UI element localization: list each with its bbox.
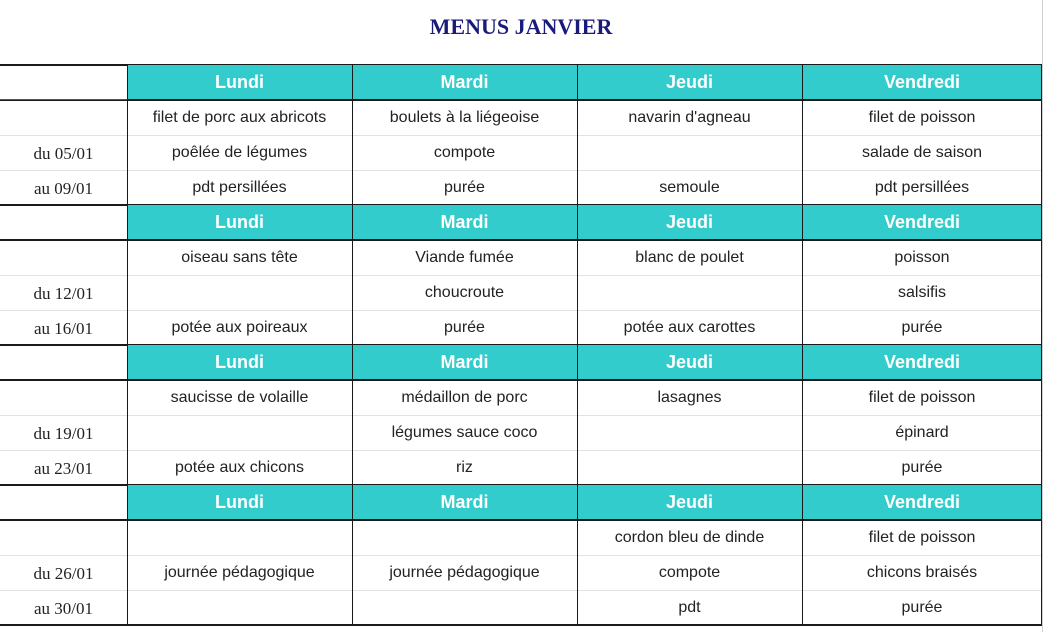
- menu-cell[interactable]: compote: [433, 144, 496, 161]
- menu-cell[interactable]: filet de poisson: [868, 389, 976, 406]
- row-gridline: [803, 415, 1042, 416]
- week-date-label: au 30/01: [33, 599, 94, 618]
- column-border: [127, 485, 128, 625]
- menu-cell[interactable]: cordon bleu de dinde: [614, 529, 765, 546]
- column-border: [802, 345, 803, 485]
- menu-cell[interactable]: saucisse de volaille: [170, 389, 309, 406]
- menu-cell[interactable]: poisson: [894, 249, 950, 266]
- table-bottom-border: [0, 624, 1042, 626]
- row-gridline: [803, 450, 1042, 451]
- menu-cell[interactable]: potée aux poireaux: [171, 319, 308, 336]
- column-border: [1041, 345, 1042, 485]
- column-border: [352, 65, 353, 205]
- row-gridline: [0, 590, 127, 591]
- row-gridline: [0, 555, 127, 556]
- column-border: [577, 485, 578, 625]
- row-gridline: [128, 450, 352, 451]
- menu-cell[interactable]: journée pédagogique: [164, 563, 315, 581]
- row-gridline: [128, 555, 352, 556]
- week-date-label: au 09/01: [33, 179, 94, 198]
- menu-cell[interactable]: salsifis: [897, 284, 946, 301]
- day-header-lundi[interactable]: Lundi: [127, 65, 352, 100]
- row-gridline: [0, 275, 127, 276]
- day-header-lundi[interactable]: Lundi: [127, 485, 352, 520]
- day-header-lundi[interactable]: Lundi: [127, 345, 352, 380]
- menu-cell[interactable]: oiseau sans tête: [181, 249, 298, 266]
- row-gridline: [578, 590, 802, 591]
- menu-cell[interactable]: pdt: [678, 599, 701, 616]
- row-gridline: [803, 275, 1042, 276]
- menu-cell[interactable]: potée aux chicons: [175, 459, 304, 476]
- column-border: [1041, 485, 1042, 625]
- column-border: [577, 65, 578, 205]
- column-border: [352, 205, 353, 345]
- day-header-mardi[interactable]: Mardi: [352, 345, 577, 380]
- column-border: [802, 485, 803, 625]
- menu-cell[interactable]: pdt persillées: [874, 179, 970, 196]
- day-header-mardi[interactable]: Mardi: [352, 205, 577, 240]
- row-gridline: [353, 170, 577, 171]
- menu-cell[interactable]: pdt persillées: [192, 179, 287, 196]
- menu-cell[interactable]: salade de saison: [861, 144, 983, 161]
- column-border: [352, 485, 353, 625]
- column-border: [127, 205, 128, 345]
- row-gridline: [353, 590, 577, 591]
- menu-cell[interactable]: filet de porc aux abricots: [152, 109, 327, 126]
- menu-cell[interactable]: purée: [444, 319, 485, 336]
- menu-cell[interactable]: boulets à la liégeoise: [389, 109, 540, 126]
- week-date-label: au 16/01: [33, 319, 94, 338]
- row-gridline: [128, 135, 352, 136]
- day-header-mardi[interactable]: Mardi: [352, 65, 577, 100]
- day-header-jeudi[interactable]: Jeudi: [577, 65, 802, 100]
- row-gridline: [128, 415, 352, 416]
- day-header-vendredi[interactable]: Vendredi: [802, 65, 1042, 100]
- menu-cell[interactable]: navarin d'agneau: [628, 109, 751, 126]
- menu-cell[interactable]: compote: [658, 564, 721, 581]
- column-border: [1041, 205, 1042, 345]
- row-gridline: [0, 450, 127, 451]
- menu-cell[interactable]: purée: [901, 459, 943, 476]
- row-gridline: [803, 555, 1042, 556]
- row-gridline: [353, 310, 577, 311]
- column-border: [577, 205, 578, 345]
- page-title: MENUS JANVIER: [429, 14, 613, 39]
- row-gridline: [578, 450, 802, 451]
- week-date-label: du 19/01: [33, 424, 94, 443]
- column-border: [1041, 65, 1042, 205]
- row-gridline: [578, 415, 802, 416]
- row-gridline: [0, 310, 127, 311]
- menu-cell[interactable]: blanc de poulet: [635, 249, 744, 266]
- row-gridline: [803, 310, 1042, 311]
- menu-cell[interactable]: semoule: [659, 179, 720, 196]
- menu-cell[interactable]: filet de poisson: [868, 529, 976, 546]
- column-border: [127, 345, 128, 485]
- day-header-mardi[interactable]: Mardi: [352, 485, 577, 520]
- row-gridline: [353, 135, 577, 136]
- day-header-vendredi[interactable]: Vendredi: [802, 485, 1042, 520]
- menu-cell[interactable]: journée pédagogique: [389, 563, 540, 581]
- menu-cell[interactable]: poêlée de légumes: [171, 144, 308, 161]
- row-gridline: [128, 275, 352, 276]
- menu-cell[interactable]: purée: [901, 599, 943, 616]
- row-gridline: [803, 170, 1042, 171]
- row-gridline: [578, 275, 802, 276]
- menu-cell[interactable]: légumes sauce coco: [391, 424, 538, 441]
- row-gridline: [353, 415, 577, 416]
- day-header-jeudi[interactable]: Jeudi: [577, 345, 802, 380]
- menu-cell[interactable]: filet de poisson: [868, 109, 976, 126]
- column-border: [577, 345, 578, 485]
- menu-cell[interactable]: choucroute: [424, 284, 505, 301]
- menu-cell[interactable]: purée: [901, 319, 943, 336]
- row-gridline: [353, 275, 577, 276]
- menu-cell[interactable]: chicons braisés: [866, 564, 978, 581]
- menu-cell[interactable]: lasagnes: [657, 389, 722, 406]
- menu-cell[interactable]: Viande fumée: [415, 249, 514, 266]
- column-border: [352, 345, 353, 485]
- day-header-vendredi[interactable]: Vendredi: [802, 345, 1042, 380]
- menu-cell[interactable]: purée: [444, 179, 485, 196]
- row-gridline: [578, 135, 802, 136]
- row-gridline: [0, 170, 127, 171]
- row-gridline: [128, 310, 352, 311]
- week-date-label: du 12/01: [33, 284, 94, 303]
- day-header-vendredi[interactable]: Vendredi: [802, 205, 1042, 240]
- menu-cell[interactable]: riz: [456, 459, 473, 476]
- row-gridline: [353, 450, 577, 451]
- sheet-right-border: [1042, 0, 1043, 632]
- selected-cell-marker: [0, 99, 127, 100]
- row-gridline: [0, 135, 127, 136]
- row-gridline: [578, 170, 802, 171]
- row-gridline: [803, 135, 1042, 136]
- column-border: [127, 65, 128, 205]
- menu-cell[interactable]: potée aux carottes: [623, 319, 756, 336]
- day-header-lundi[interactable]: Lundi: [127, 205, 352, 240]
- week-date-label: au 23/01: [33, 459, 94, 478]
- week-date-label: du 05/01: [33, 144, 94, 163]
- week-date-label: du 26/01: [33, 564, 94, 583]
- menu-cell[interactable]: épinard: [895, 424, 949, 441]
- row-gridline: [353, 555, 577, 556]
- row-gridline: [803, 590, 1042, 591]
- column-border: [802, 205, 803, 345]
- day-header-jeudi[interactable]: Jeudi: [577, 485, 802, 520]
- row-gridline: [578, 555, 802, 556]
- day-header-jeudi[interactable]: Jeudi: [577, 205, 802, 240]
- row-gridline: [128, 170, 352, 171]
- menu-cell[interactable]: médaillon de porc: [401, 389, 528, 406]
- row-gridline: [0, 415, 127, 416]
- row-gridline: [578, 310, 802, 311]
- row-gridline: [128, 590, 352, 591]
- column-border: [802, 65, 803, 205]
